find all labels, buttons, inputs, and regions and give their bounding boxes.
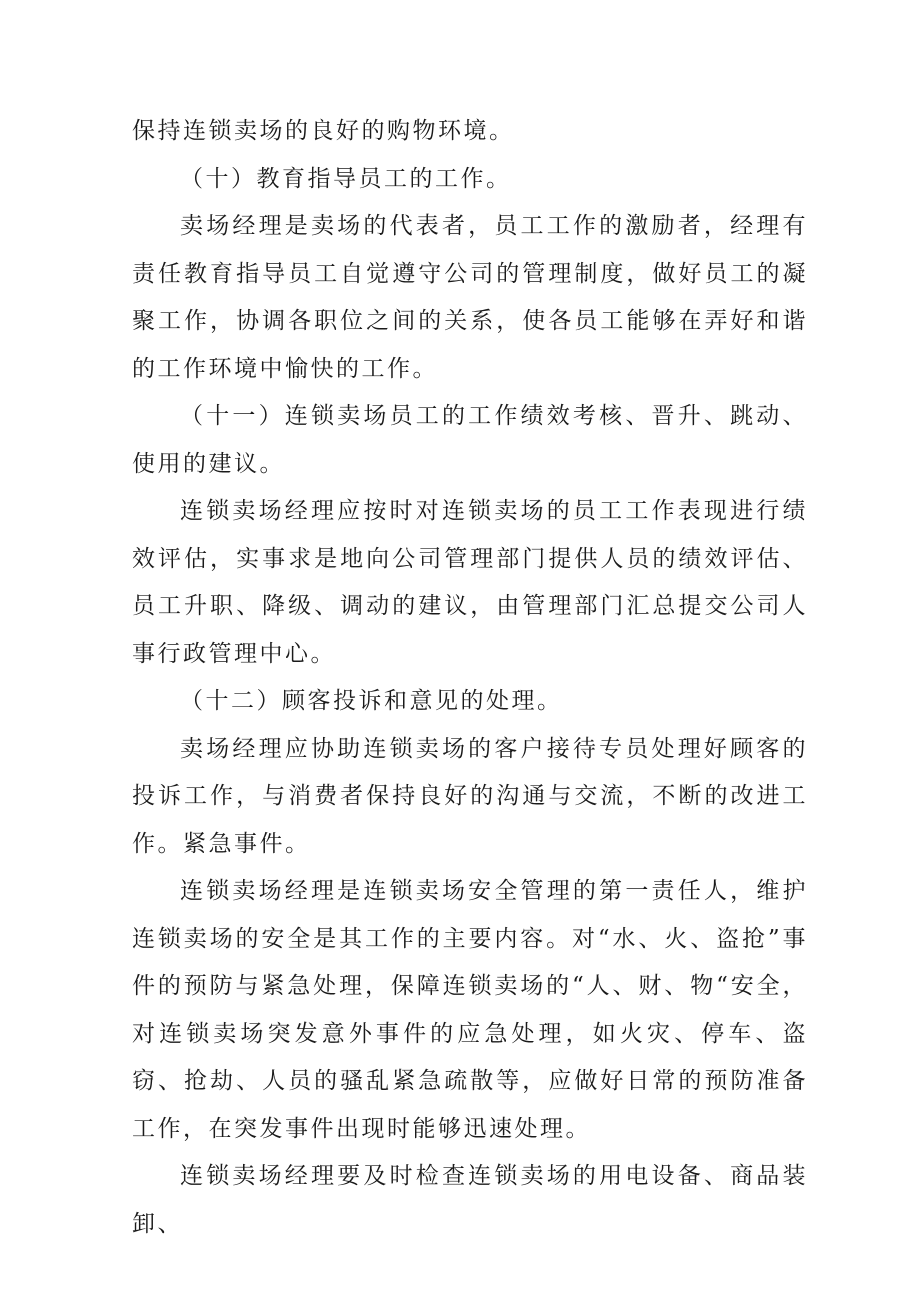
paragraph-equipment: 连锁卖场经理要及时检查连锁卖场的用电设备、商品装卸、: [132, 1163, 808, 1237]
paragraph-12-body: 卖场经理应协助连锁卖场的客户接待专员处理好顾客的投诉工作，与消费者保持良好的沟通与交流，不断的改进工作。紧急事件。: [132, 735, 808, 857]
paragraph-11-body: 连锁卖场经理应按时对连锁卖场的员工工作表现进行绩效评估，实事求是地向公司管理部门提供人员的绩效评估、员工升职、降级、调动的建议，由管理部门汇总提交公司人事行政管理中心。: [132, 498, 808, 667]
section-heading-12: （十二）顾客投诉和意见的处理。: [180, 688, 563, 714]
section-heading-11: （十一）连锁卖场员工的工作绩效考核、晋升、跳动、使用的建议。: [132, 403, 808, 477]
section-heading-10: （十）教育指导员工的工作。: [180, 165, 512, 192]
paragraph-continued: 保持连锁卖场的良好的购物环境。: [132, 118, 515, 144]
paragraph-10-body: 卖场经理是卖场的代表者，员工工作的激励者，经理有责任教育指导员工自觉遵守公司的管理制度，做好员工的凝聚工作，协调各职位之间的关系，使各员工能够在弄好和谐的工作环境中愉快的工作。: [132, 213, 808, 382]
document-body: [132, 108, 808, 1248]
paragraph-safety: 连锁卖场经理是连锁卖场安全管理的第一责任人，维护连锁卖场的安全是其工作的主要内容。对“水、火、盗抢”事件的预防与紧急处理，保障连锁卖场的“人、财、物“安全，对连锁卖场突发意外事件的应急处理，如火灾、停车、盗窃、抢劫、人员的骚乱紧急疏散等，应做好日常的预防准备工作，在突发事件出现时能够迅速处理。: [132, 878, 808, 1142]
